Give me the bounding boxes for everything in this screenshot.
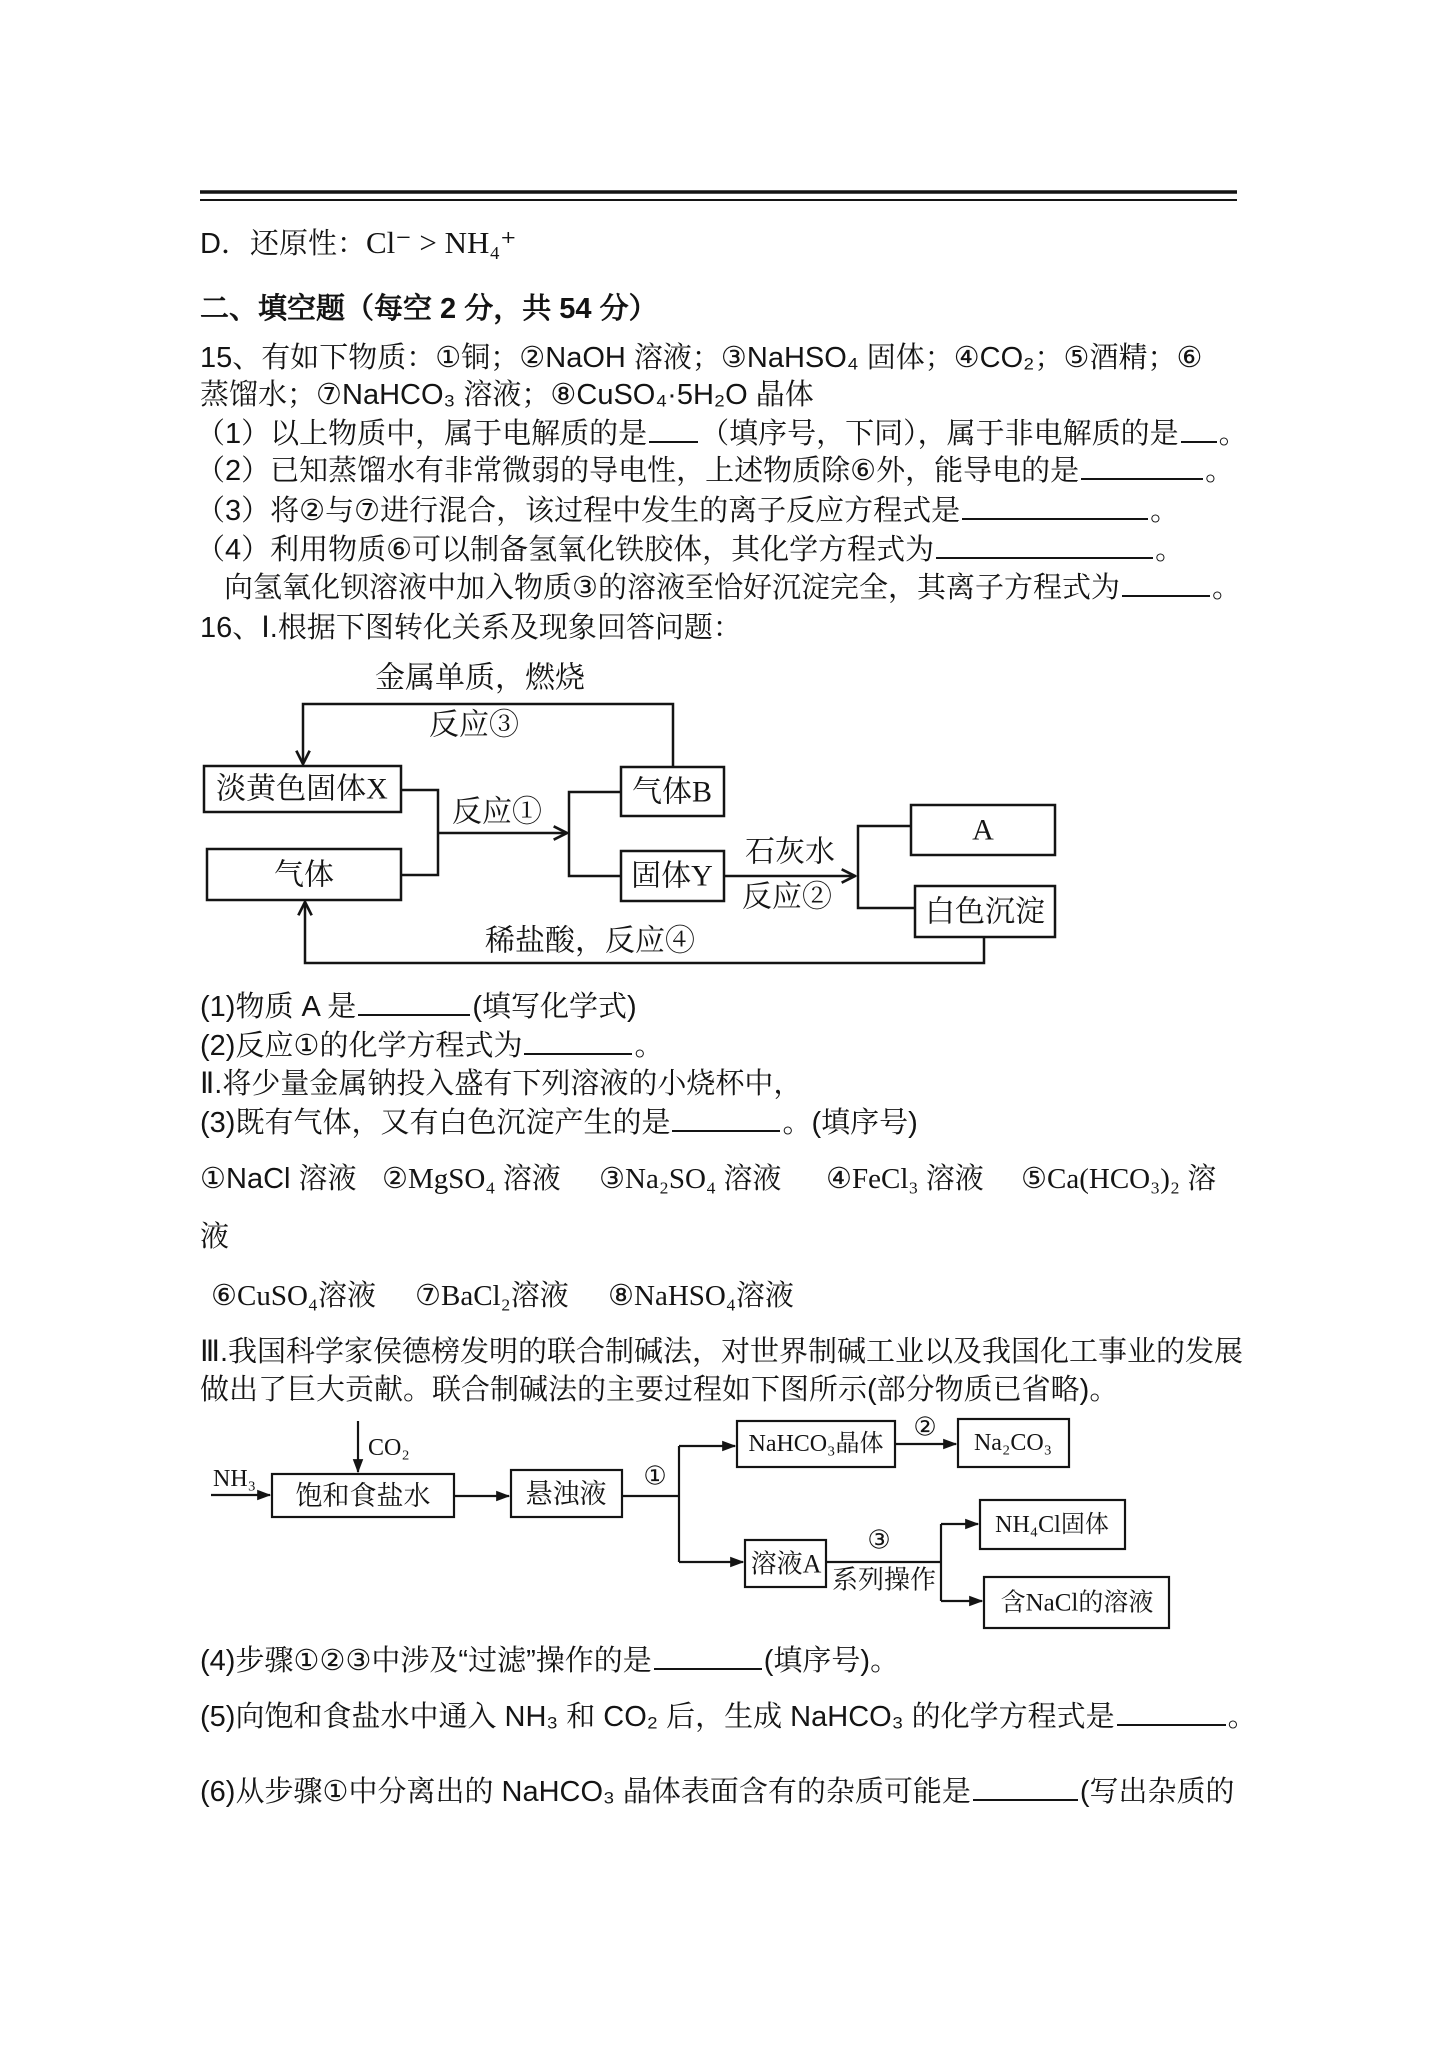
box-nahco3-text: NaHCO₃晶体 (748, 1431, 884, 1457)
arrow-reaction-4 (305, 902, 984, 963)
box-y-text: 固体Y (631, 859, 713, 893)
option-item: ③Na₂SO₄ 溶液 (599, 1163, 782, 1195)
q15-part-3-text: （3）将②与⑦进行混合，该过程中发生的离子反应方程式是 (196, 495, 961, 527)
box-precipitate-text: 白色沉淀 (925, 895, 1045, 929)
q16-part-5 (200, 1699, 1257, 1735)
answer-blank (524, 1031, 632, 1055)
box-na2co3-text: Na₂CO₃ (973, 1430, 1053, 1456)
box-a (911, 805, 1055, 855)
q15-part-4 (196, 532, 1184, 568)
q16-part-4-text: (填序号)。 (763, 1645, 900, 1677)
label-metal-burning: 金属单质，燃烧 (375, 661, 585, 695)
answer-blank (962, 496, 1148, 520)
answer-blank (1117, 1702, 1226, 1726)
q16-part-5-text: 。 (1227, 1701, 1257, 1733)
box-solution-a (745, 1540, 826, 1587)
box-gas-b (621, 767, 724, 816)
box-a-text: A (972, 813, 994, 847)
box-nahco3-crystal (737, 1421, 895, 1467)
q15-part-5 (224, 570, 1241, 606)
option-d (200, 225, 517, 261)
option-item: ⑥CuSO₄溶液 (211, 1280, 377, 1312)
box-solution-a-text: 溶液A (750, 1549, 822, 1579)
box-nh4cl-text: NH₄Cl固体 (995, 1512, 1109, 1538)
q16-section-3-line-1: Ⅲ.我国科学家侯德榜发明的联合制碱法，对世界制碱工业以及我国化工事业的发展 (200, 1336, 1244, 1368)
q15-part-2 (196, 453, 1234, 489)
transformation-diagram (204, 704, 1055, 963)
q15-part-2-text: 。 (1205, 455, 1235, 487)
q15-part-1-text: 。 (1218, 418, 1248, 450)
option-item: ①NaCl 溶液 (200, 1163, 357, 1195)
option-item: ⑤Ca(HCO₃)₂ 溶 (1021, 1163, 1217, 1195)
answer-blank (358, 992, 470, 1016)
q16-part-4-text: (4)步骤①②③中涉及“过滤”操作的是 (200, 1645, 652, 1677)
answer-blank (649, 419, 698, 443)
q16-section-3-line-2: 做出了巨大贡献。联合制碱法的主要过程如下图所示(部分物质已省略)。 (200, 1374, 1119, 1406)
q15-part-4-text: （4）利用物质⑥可以制备氢氧化铁胶体，其化学方程式为 (196, 534, 935, 566)
label-hcl-reaction-4: 稀盐酸，反应④ (485, 924, 695, 958)
transformation-diagram-labels (216, 662, 1045, 958)
answer-blank (1081, 456, 1203, 480)
label-limewater: 石灰水 (745, 835, 835, 869)
q15-part-1-text: （1）以上物质中，属于电解质的是 (196, 418, 648, 450)
q16-options-row-2: 液 (200, 1221, 230, 1253)
answer-blank (973, 1777, 1078, 1801)
q16-part-1-text: (填写化学式) (472, 991, 637, 1023)
q15-part-3-text: 。 (1150, 495, 1180, 527)
box-saturated-brine (272, 1474, 454, 1517)
option-item: ⑦BaCl₂溶液 (415, 1280, 569, 1312)
q15-part-1-text: （填序号，下同），属于非电解质的是 (700, 418, 1179, 450)
box-na2co3 (958, 1419, 1069, 1467)
q16-part-3-text: (3)既有气体，又有白色沉淀产生的是 (200, 1107, 671, 1139)
q15-part-2-text: （2）已知蒸馏水有非常微弱的导电性，上述物质除⑥外，能导电的是 (196, 455, 1080, 487)
label-step-2: ② (913, 1412, 937, 1442)
label-reaction-1: 反应① (452, 795, 542, 829)
answer-blank (654, 1646, 762, 1670)
soda-process-diagram (211, 1419, 1169, 1628)
box-white-precipitate (915, 886, 1055, 937)
fork-reaction-2 (858, 826, 915, 908)
box-suspension-text: 悬浊液 (525, 1479, 607, 1509)
q16-part-1 (200, 989, 637, 1025)
box-brine-text: 饱和食盐水 (295, 1481, 431, 1511)
label-series-operations: 系列操作 (831, 1565, 937, 1595)
box-nacl-solution (984, 1577, 1169, 1628)
q15-part-3 (196, 493, 1179, 529)
box-nh4cl-solid (980, 1500, 1125, 1549)
q15-part-5-text: 向氢氧化钡溶液中加入物质③的溶液至恰好沉淀完全，其离子方程式为 (224, 572, 1120, 604)
bracket-reactants (401, 790, 438, 875)
box-nacl-solution-text: 含NaCl的溶液 (1000, 1589, 1154, 1617)
label-reaction-3: 反应③ (429, 708, 519, 742)
q16-part-6 (200, 1774, 1235, 1810)
section-title: 二、填空题（每空 2 分，共 54 分） (200, 293, 658, 325)
q16-part-4 (200, 1643, 899, 1679)
q16-part-6-text: (写出杂质的 (1079, 1776, 1235, 1808)
q16-part-3-text: 。(填序号) (782, 1107, 918, 1139)
fork-products (569, 792, 621, 876)
soda-process-diagram-labels (213, 1413, 1153, 1617)
box-b-text: 气体B (631, 775, 713, 809)
box-pale-yellow-solid-x (204, 766, 401, 812)
label-step-1: ① (643, 1461, 667, 1491)
q15-stem-line-1: 15、有如下物质：①铜；②NaOH 溶液；③NaHSO₄ 固体；④CO₂；⑤酒精；⑥ (200, 342, 1203, 374)
box-solid-y (621, 851, 724, 901)
answer-blank (672, 1108, 780, 1132)
q16-part-2 (200, 1028, 663, 1064)
q16-part-1-text: (1)物质 A 是 (200, 991, 357, 1023)
label-nh3: NH₃ (213, 1466, 257, 1492)
q15-part-5-text: 。 (1212, 572, 1242, 604)
arrow-reaction-3 (303, 704, 673, 767)
answer-blank (1122, 573, 1210, 597)
q16-options-row-1 (0, 1161, 1448, 1197)
q16-options-row-3 (0, 1278, 1448, 1314)
option-d-formula: Cl⁻ > NH₄⁺ (365, 225, 517, 260)
q16-part-5-text: (5)向饱和食盐水中通入 NH₃ 和 CO₂ 后，生成 NaHCO₃ 的化学方程式是 (200, 1701, 1115, 1733)
box-gas-text: 气体 (274, 858, 334, 892)
q16-part-2-text: (2)反应①的化学方程式为 (200, 1030, 523, 1062)
label-step-3: ③ (867, 1525, 891, 1555)
q16-section-2: Ⅱ.将少量金属钠投入盛有下列溶液的小烧杯中， (200, 1068, 803, 1100)
q16-part-3 (200, 1105, 918, 1141)
option-item: ⑧NaHSO₄溶液 (608, 1280, 794, 1312)
label-reaction-2: 反应② (742, 880, 832, 914)
box-suspension (511, 1470, 622, 1517)
box-x-text: 淡黄色固体X (216, 772, 388, 806)
answer-blank (1181, 419, 1217, 443)
q16-part-2-text: 。 (634, 1030, 664, 1062)
q15-part-4-text: 。 (1155, 534, 1185, 566)
label-co2: CO₂ (368, 1435, 410, 1461)
q16-part-6-text: (6)从步骤①中分离出的 NaHCO₃ 晶体表面含有的杂质可能是 (200, 1776, 971, 1808)
option-item: ④FeCl₃ 溶液 (826, 1163, 984, 1195)
q15-part-1 (196, 416, 1248, 452)
q16-intro: 16、Ⅰ.根据下图转化关系及现象回答问题： (200, 612, 742, 644)
q15-stem-line-2: 蒸馏水；⑦NaHCO₃ 溶液；⑧CuSO₄·5H₂O 晶体 (200, 379, 814, 411)
answer-blank (936, 535, 1153, 559)
box-gas (207, 849, 401, 900)
option-d-label: D．还原性： (200, 228, 366, 260)
option-item: ②MgSO₄ 溶液 (382, 1163, 561, 1195)
